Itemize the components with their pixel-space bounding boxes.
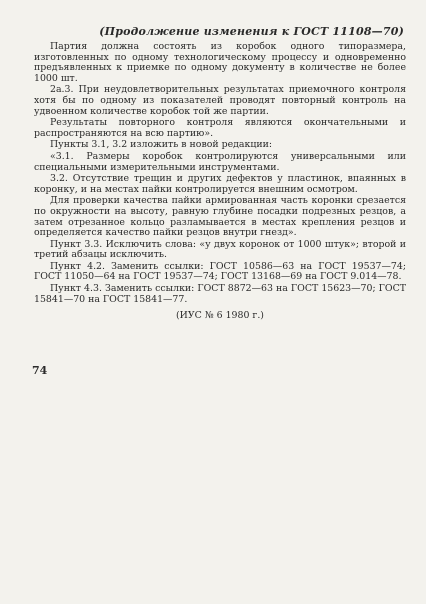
- page-header: (Продолжение изменения к ГОСТ 11108—70): [99, 25, 404, 38]
- source-reference: (ИУС № 6 1980 г.): [176, 310, 264, 322]
- paragraph: Пункт 4.3. Заменить ссылки: ГОСТ 8872—63 на ГОСТ 15623—70; ГОСТ 15841—70 на ГОСТ 15841—77.: [34, 283, 406, 305]
- page-number: 74: [32, 364, 48, 377]
- paragraph: Результаты повторного контроля являются окончательными и распространяются на всю партию».: [34, 117, 406, 139]
- paragraph: Пункт 4.2. Заменить ссылки: ГОСТ 10586—63 на ГОСТ 19537—74; ГОСТ 11050—64 на ГОСТ 19537—74; ГОСТ 13168—69 на ГОСТ 9.014—78.: [34, 260, 406, 283]
- paragraph: Пункты 3.1, 3.2 изложить в новой редакции:: [50, 139, 273, 151]
- paragraph: Партия должна состоять из коробок одного типоразмера, изготовленных по одному технологическому процессу и одновременно предъявленных к приемке по одному документу в количестве не более 1000 шт.: [34, 41, 406, 84]
- paragraph: «3.1. Размеры коробок контролируются универсальными или специальными измерительными инструментами.: [34, 150, 406, 173]
- document-body: [34, 42, 406, 322]
- paragraph: Пункт 3.3. Исключить слова: «у двух коронок от 1000 штук»; второй и третий абзацы исключить.: [34, 238, 406, 261]
- paragraph: 2а.3. При неудовлетворительных результатах приемочного контроля хотя бы по одному из показателей проводят повторный контроль на удвоенном количестве коробок той же партии.: [34, 84, 406, 117]
- paragraph: 3.2. Отсутствие трещин и других дефектов у пластинок, впаянных в коронку, и на местах пайки контролируется внешним осмотром.: [34, 173, 406, 195]
- paragraph: Для проверки качества пайки армированная часть коронки срезается по окружности на высоту, равную глубине посадки подрезных резцов, а затем отрезанное кольцо разламывается в местах крепления резцов и определяется качество пайки резцов внутри гнезд».: [34, 195, 406, 239]
